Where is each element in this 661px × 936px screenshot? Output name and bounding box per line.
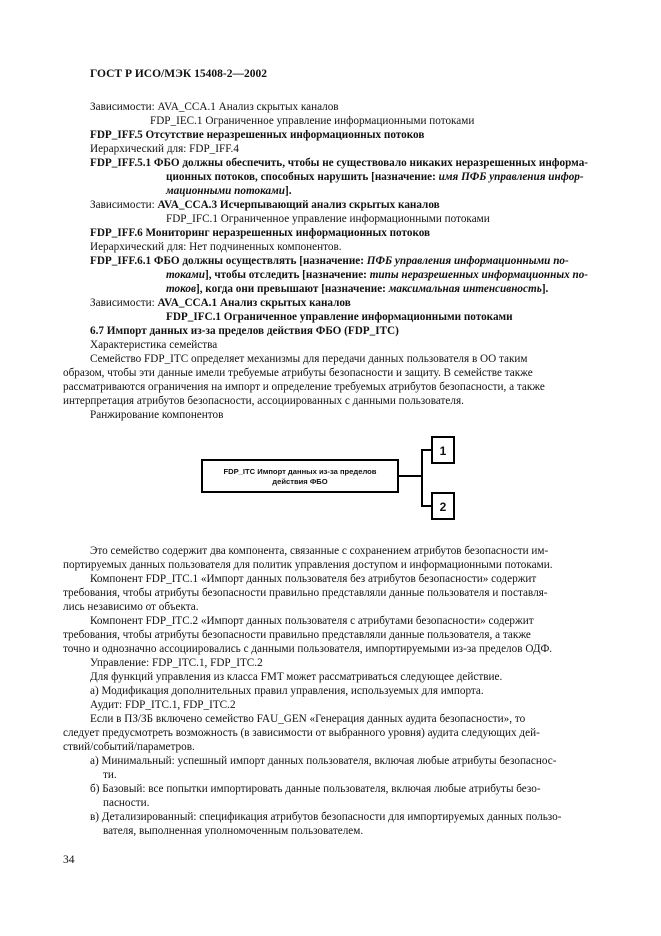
text-line: Зависимости: AVA_CCA.1 Анализ скрытых каналов bbox=[90, 297, 351, 309]
element-line: мационными потоками]. bbox=[166, 185, 292, 197]
text-line: Зависимости: AVA_CCA.1 Анализ скрытых каналов bbox=[90, 101, 339, 113]
connector-line bbox=[421, 449, 431, 451]
list-item: вателя, выполненная уполномоченным пользователем. bbox=[103, 825, 364, 837]
family-box bbox=[201, 459, 399, 493]
component-heading: FDP_IFF.5 Отсутствие неразрешенных информационных потоков bbox=[90, 129, 425, 141]
component-box-1: 1 bbox=[431, 436, 455, 464]
family-box-line1: FDP_ITC Импорт данных из-за пределов bbox=[223, 467, 377, 476]
text-line: Иерархический для: Нет подчиненных компонентов. bbox=[90, 241, 342, 253]
text-line: Управление: FDP_ITC.1, FDP_ITC.2 bbox=[90, 657, 263, 669]
list-item: б) Базовый: все попытки импортировать данные пользователя, включая любые атрибуты безо- bbox=[90, 783, 541, 795]
text-line: Ранжирование компонентов bbox=[90, 409, 224, 421]
paragraph-line: требования, чтобы атрибуты безопасности правильно представляли данные пользователя и поставля- bbox=[63, 587, 548, 599]
section-heading: 6.7 Импорт данных из-за пределов действия ФБО (FDP_ITC) bbox=[90, 325, 399, 337]
paragraph-line: лись независимо от объекта. bbox=[63, 601, 199, 613]
paragraph-line: требования, чтобы атрибуты безопасности правильно представляли данные пользователя, а также bbox=[63, 629, 531, 641]
paragraph-line: точно и однозначно ассоциировались с данными пользователя, импортируемыми из-за пределов ОДФ. bbox=[63, 643, 553, 655]
paragraph-line: рассматриваются ограничения на импорт и определение требуемых атрибутов безопасности, а также bbox=[63, 381, 545, 393]
paragraph-line: Компонент FDP_ITC.1 «Импорт данных пользователя без атрибутов безопасности» содержит bbox=[90, 573, 537, 585]
text-line: FDP_IFC.1 Ограниченное управление информационными потоками bbox=[166, 213, 490, 225]
text-line: Зависимости: AVA_CCA.3 Исчерпывающий анализ скрытых каналов bbox=[90, 199, 440, 211]
text-line: Характеристика семейства bbox=[90, 339, 218, 351]
paragraph-line: интерпретация атрибутов безопасности, ассоциированных с данными пользователя. bbox=[63, 395, 464, 407]
element-line: токов], когда они превышают [назначение: максимальная интенсивность]. bbox=[166, 283, 549, 295]
text-line: FDP_IEC.1 Ограниченное управление информационными потоками bbox=[150, 115, 475, 127]
list-item: пасности. bbox=[103, 797, 150, 809]
page-header: ГОСТ Р ИСО/МЭК 15408-2—2002 bbox=[90, 68, 267, 80]
connector-line bbox=[399, 475, 421, 477]
text-line: Иерархический для: FDP_IFF.4 bbox=[90, 143, 239, 155]
connector-line bbox=[421, 505, 431, 507]
list-item: а) Минимальный: успешный импорт данных пользователя, включая любые атрибуты безопаснос- bbox=[90, 755, 557, 767]
text-line: Аудит: FDP_ITC.1, FDP_ITC.2 bbox=[90, 699, 236, 711]
paragraph-line: портируемых данных пользователя для политик управления доступом и информационными потоками. bbox=[63, 559, 553, 571]
list-item: в) Детализированный: спецификация атрибутов безопасности для импортируемых данных пользо- bbox=[90, 811, 562, 823]
element-line: FDP_IFF.6.1 ФБО должны осуществлять [назначение: ПФБ управления информационными по- bbox=[90, 255, 569, 267]
page-number: 34 bbox=[63, 854, 75, 866]
text-line: Для функций управления из класса FMT может рассматриваться следующее действие. bbox=[90, 671, 503, 683]
paragraph-line: образом, чтобы эти данные имели требуемые атрибуты безопасности и защиту. В семействе также bbox=[63, 367, 533, 379]
element-line: FDP_IFF.5.1 ФБО должны обеспечить, чтобы не существовало никаких неразрешенных информа- bbox=[90, 157, 589, 169]
paragraph-line: ствий/событий/параметров. bbox=[63, 741, 195, 753]
component-box-2: 2 bbox=[431, 492, 455, 520]
element-line: токами], чтобы отследить [назначение: типы неразрешенных информационных по- bbox=[166, 269, 589, 281]
component-heading: FDP_IFF.6 Мониторинг неразрешенных информационных потоков bbox=[90, 227, 431, 239]
text-line: а) Модификация дополнительных правил управления, используемых для импорта. bbox=[90, 685, 484, 697]
list-item: ти. bbox=[103, 769, 117, 781]
connector-line bbox=[421, 449, 423, 506]
paragraph-line: Если в ПЗ/ЗБ включено семейство FAU_GEN «Генерация данных аудита безопасности», то bbox=[90, 713, 526, 725]
paragraph-line: Компонент FDP_ITC.2 «Импорт данных пользователя с атрибутами безопасности» содержит bbox=[90, 615, 534, 627]
element-line: ционных потоков, способных нарушить [назначение: имя ПФБ управления инфор- bbox=[166, 171, 584, 183]
family-box-line2: действия ФБО bbox=[272, 477, 328, 486]
paragraph-line: следует предусмотреть возможность (в зависимости от выбранного уровня) аудита следующих дей- bbox=[63, 727, 540, 739]
text-line: FDP_IFC.1 Ограниченное управление информационными потоками bbox=[166, 311, 513, 323]
paragraph-line: Это семейство содержит два компонента, связанные с сохранением атрибутов безопасности им- bbox=[90, 545, 549, 557]
paragraph-line: Семейство FDP_ITC определяет механизмы для передачи данных пользователя в ОО таким bbox=[90, 353, 528, 365]
